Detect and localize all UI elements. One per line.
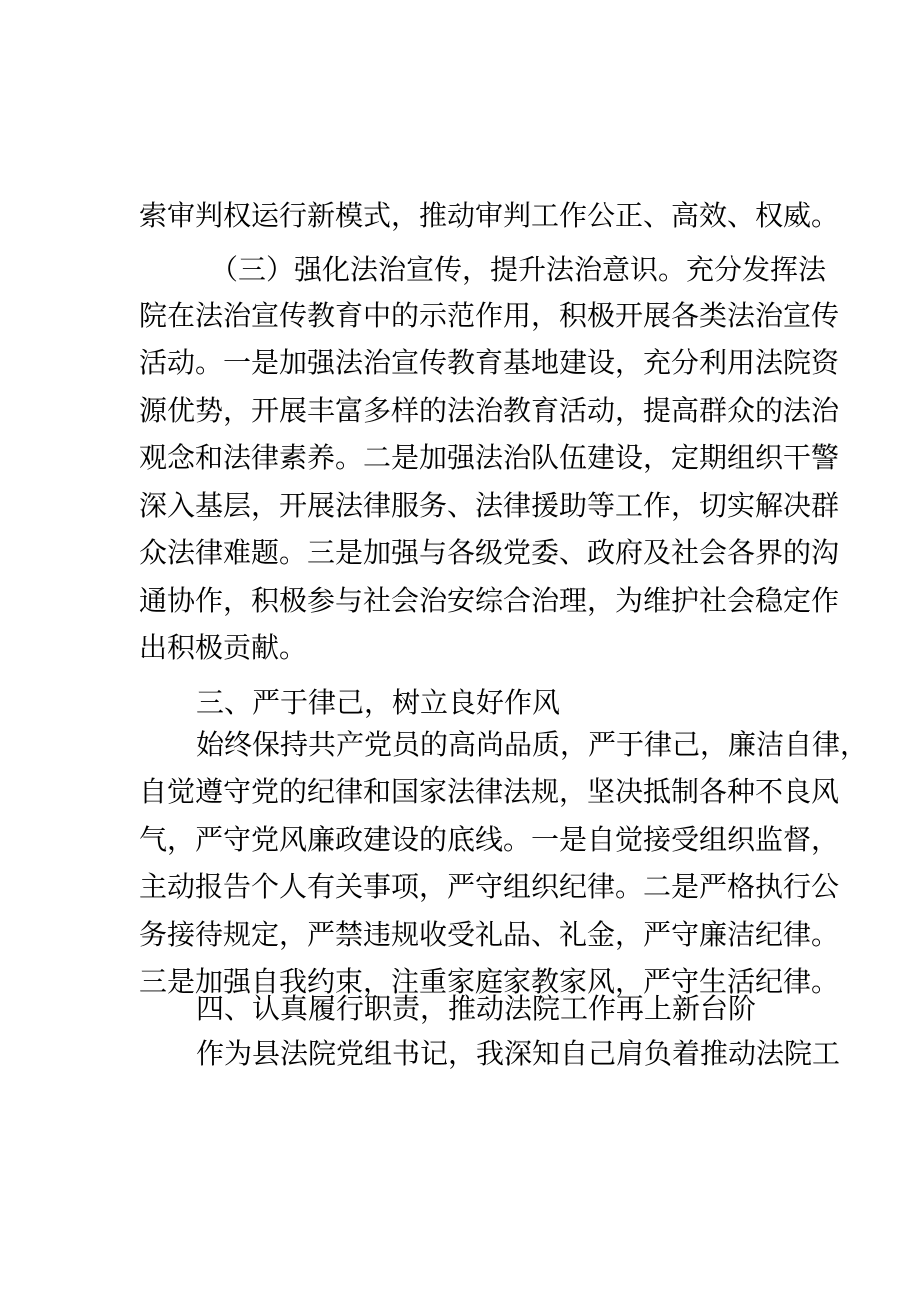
body-text-line: 务接待规定，严禁违规收受礼品、礼金，严守廉洁纪律。: [139, 918, 840, 951]
subsection-heading-line: （三）强化法治宣传，提升法治意识。充分发挥法: [210, 253, 827, 286]
body-text-line: 自觉遵守党的纪律和国家法律法规，坚决抵制各种不良风: [139, 775, 840, 808]
body-text-line: 气，严守党风廉政建设的底线。一是自觉接受组织监督，: [139, 823, 840, 856]
body-text-line: 主动报告个人有关事项，严守组织纪律。二是严格执行公: [139, 870, 840, 903]
body-text-line: 深入基层，开展法律服务、法律援助等工作，切实解决群: [139, 489, 840, 522]
body-text-line: 源优势，开展丰富多样的法治教育活动，提高群众的法治: [139, 394, 840, 427]
body-text-line: 观念和法律素养。二是加强法治队伍建设，定期组织干警: [139, 441, 840, 474]
body-text-line: 活动。一是加强法治宣传教育基地建设，充分利用法院资: [139, 346, 840, 379]
section-heading: 三、严于律己，树立良好作风: [196, 686, 561, 719]
body-text-line: 众法律难题。三是加强与各级党委、政府及社会各界的沟: [139, 536, 840, 569]
body-text-line: 作为县法院党组书记，我深知自己肩负着推动法院工: [196, 1037, 841, 1070]
body-text-line: 索审判权运行新模式，推动审判工作公正、高效、权威。: [139, 199, 840, 232]
body-text-line: 出积极贡献。: [139, 631, 308, 664]
body-text-line: 始终保持共产党员的高尚品质，严于律己，廉洁自律，: [196, 728, 869, 761]
body-text-line: 院在法治宣传教育中的示范作用，积极开展各类法治宣传: [139, 299, 840, 332]
body-text-line: 三是加强自我约束，注重家庭家教家风，严守生活纪律。: [139, 965, 840, 998]
section-heading: 四、认真履行职责，推动法院工作再上新台阶: [196, 992, 757, 1025]
body-text-line: 通协作，积极参与社会治安综合治理，为维护社会稳定作: [139, 584, 840, 617]
